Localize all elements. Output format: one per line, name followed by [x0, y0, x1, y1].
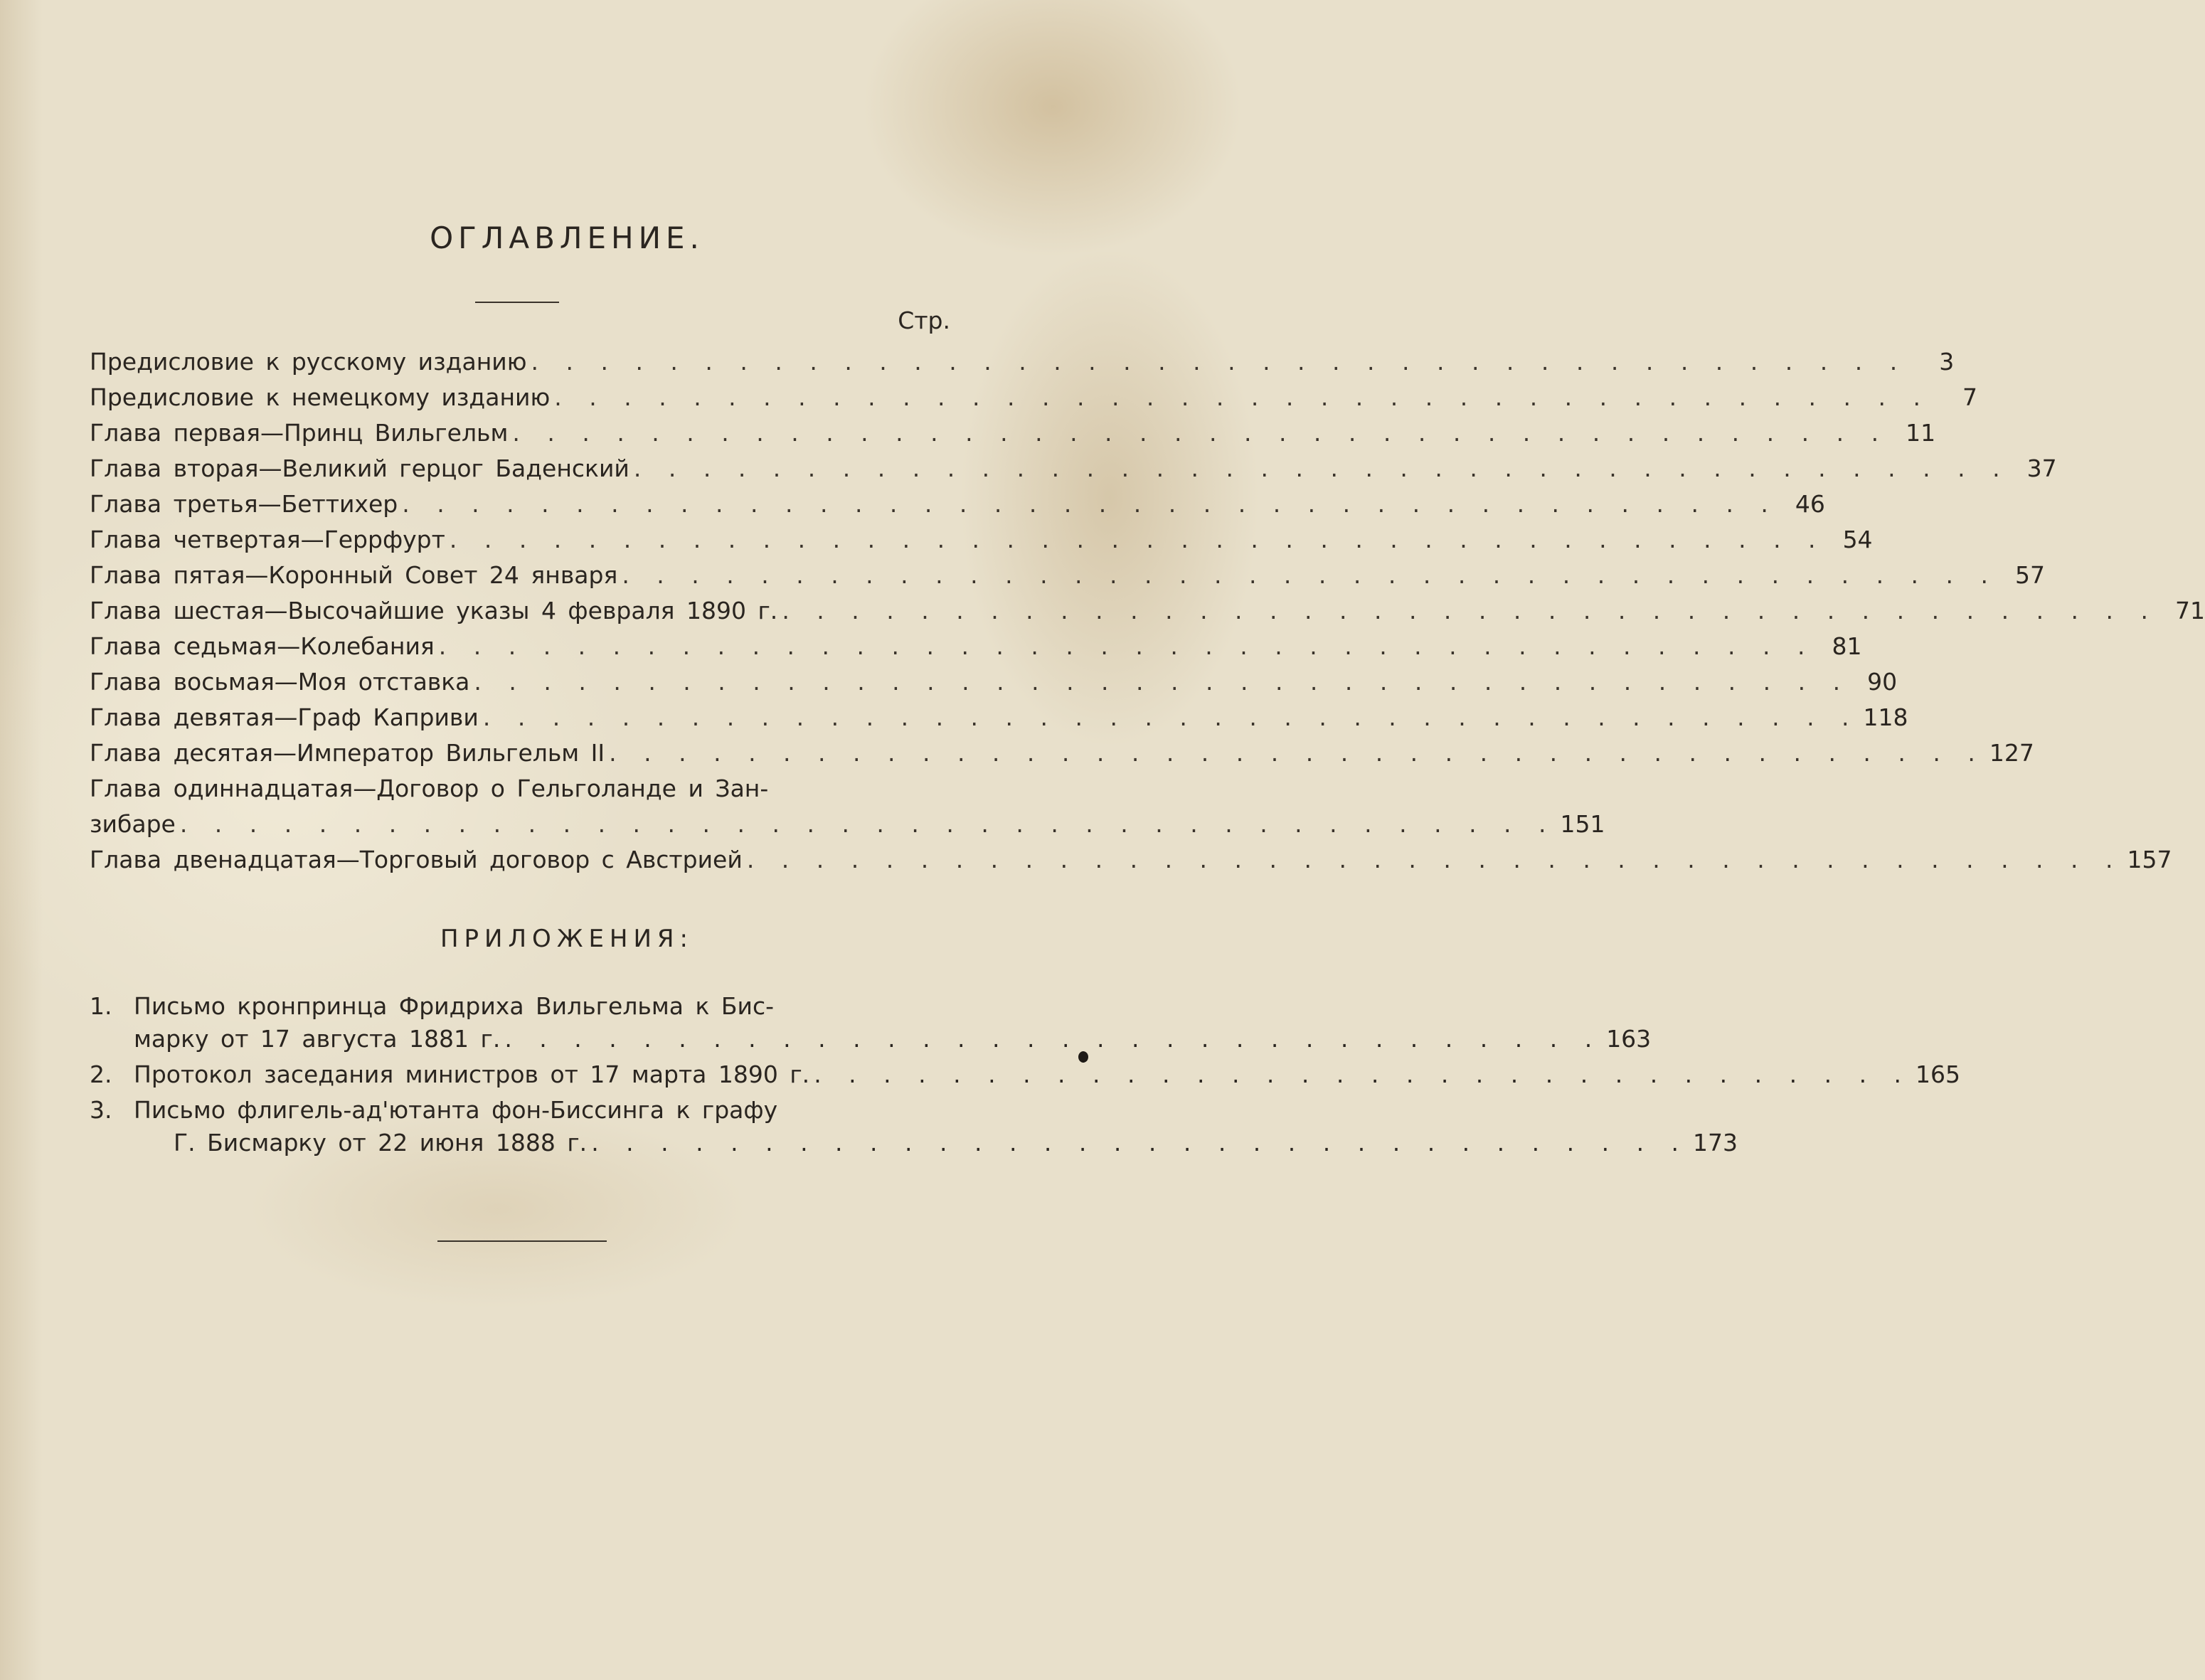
toc-entry-title: Глава двенадцатая—Торговый договор с Австрией — [90, 846, 743, 873]
appendix-page: 163 — [1606, 1025, 1652, 1053]
toc-entry-page: 46 — [1795, 490, 1825, 518]
appendix-number: 2. — [90, 1060, 112, 1088]
page-title: ОГЛАВЛЕНИЕ. — [430, 220, 704, 255]
appendix-page: 173 — [1693, 1129, 1738, 1157]
leader-dots — [782, 593, 2158, 629]
appendix-title-line2: марку от 17 августа 1881 г. — [134, 1025, 501, 1053]
toc-entry-page: 127 — [1989, 739, 2034, 767]
toc-entry-title: Глава третья—Беттихер — [90, 490, 398, 518]
toc-entry-page: 151 — [1560, 810, 1605, 838]
leader-dots — [439, 629, 1815, 664]
page-column-header: Стр. — [898, 307, 950, 334]
appendix-number: 3. — [90, 1096, 112, 1124]
toc-entry-title: Предисловие к немецкому изданию — [90, 383, 551, 411]
toc-entry-page: 37 — [2026, 454, 2057, 482]
leader-dots — [512, 415, 1888, 451]
appendix-heading: ПРИЛОЖЕНИЯ: — [440, 925, 694, 953]
toc-entry — [90, 415, 1936, 451]
toc-entry — [90, 451, 2057, 487]
leader-dots — [180, 807, 1556, 842]
toc-entry-page: 7 — [1962, 383, 1977, 411]
toc-entry-page: 57 — [2015, 561, 2046, 589]
appendix-list — [90, 990, 1961, 1162]
toc-entry — [90, 344, 1955, 380]
toc-entry — [90, 842, 2172, 878]
appendix-item — [90, 990, 1652, 1056]
leader-dots — [609, 735, 1985, 771]
leader-dots — [622, 558, 1998, 593]
leader-dots — [814, 1058, 1911, 1091]
toc-entry — [90, 735, 2034, 771]
leader-dots — [747, 842, 2123, 878]
appendix-title-line2: Г. Бисмарку от 22 июня 1888 г. — [174, 1129, 588, 1157]
toc-entry — [90, 522, 1873, 558]
toc-entry-title: Глава четвертая—Геррфурт — [90, 526, 445, 553]
toc-entry — [90, 593, 2205, 629]
leader-dots — [483, 700, 1859, 735]
toc-entry-page: 157 — [2127, 846, 2172, 873]
leader-dots — [402, 487, 1778, 522]
toc-entry-title: Глава девятая—Граф Каприви — [90, 703, 479, 731]
ink-spot — [1078, 1051, 1088, 1063]
appendix-number: 1. — [90, 992, 112, 1020]
toc-entry — [90, 771, 1605, 842]
table-of-contents — [90, 307, 2205, 878]
toc-entry — [90, 629, 1862, 664]
toc-entry — [90, 664, 1898, 700]
toc-entry-title: Глава вторая—Великий герцог Баденский — [90, 454, 629, 482]
toc-entry — [90, 558, 2046, 593]
appendix-page: 165 — [1916, 1060, 1961, 1088]
title-rule — [475, 302, 559, 303]
leader-dots — [474, 664, 1850, 700]
toc-entry — [90, 380, 1977, 415]
appendix-title: Протокол заседания министров от 17 марта 1890 г. — [134, 1060, 810, 1088]
closing-rule — [437, 1240, 607, 1242]
toc-entry-page: 71 — [2175, 597, 2205, 624]
appendix-title-line1: Письмо кронпринца Фридриха Вильгельма к Бис- — [134, 992, 775, 1020]
toc-entry-title: Глава восьмая—Моя отставка — [90, 668, 470, 696]
toc-entry-title-line2: зибаре — [90, 810, 176, 838]
toc-entry-page: 54 — [1842, 526, 1873, 553]
toc-entry-page: 90 — [1867, 668, 1898, 696]
appendix-item — [90, 1094, 1738, 1159]
toc-entry-page: 81 — [1832, 632, 1862, 660]
toc-entry-page: 11 — [1906, 419, 1936, 447]
toc-entry-title: Глава первая—Принц Вильгельм — [90, 419, 509, 447]
toc-entry-page: 118 — [1863, 703, 1908, 731]
toc-entry-title: Предисловие к русскому изданию — [90, 348, 527, 376]
toc-entry-title: Глава седьмая—Колебания — [90, 632, 435, 660]
toc-entry-title: Глава десятая—Император Вильгельм II — [90, 739, 605, 767]
toc-entry-title: Глава пятая—Коронный Совет 24 января — [90, 561, 618, 589]
toc-entry — [90, 487, 1825, 522]
toc-entry — [90, 700, 1908, 735]
leader-dots — [531, 344, 1908, 380]
leader-dots — [504, 1023, 1602, 1056]
leader-dots — [591, 1127, 1689, 1159]
leader-dots — [450, 522, 1826, 558]
appendix-item — [90, 1058, 1961, 1091]
toc-entry-title: Глава шестая—Высочайшие указы 4 февраля 1890 г. — [90, 597, 778, 624]
toc-entry-title-line1: Глава одиннадцатая—Договор о Гельголанде и Зан- — [90, 775, 769, 802]
appendix-title-line1: Письмо флигель-ад'ютанта фон-Биссинга к графу — [134, 1096, 778, 1124]
leader-dots — [554, 380, 1930, 415]
leader-dots — [634, 451, 2010, 487]
toc-entry-page: 3 — [1939, 348, 1955, 376]
